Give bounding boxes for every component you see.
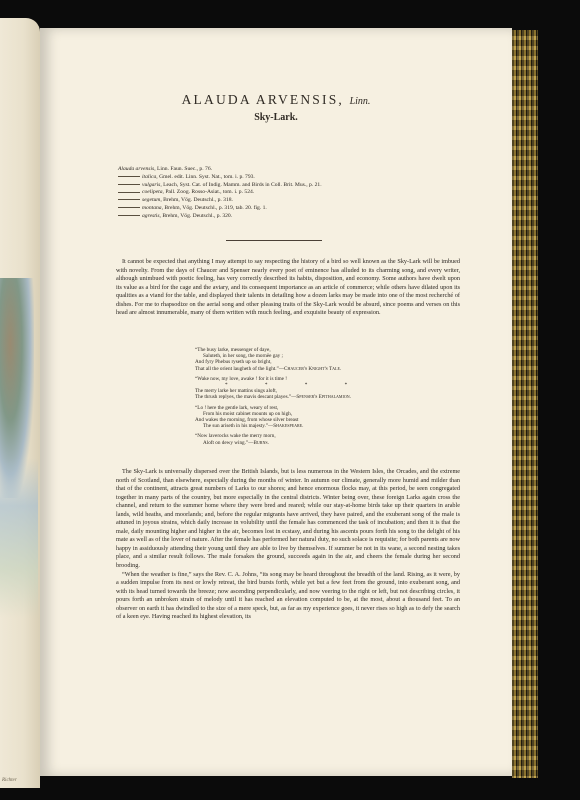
- synonym-name: Alauda arvensis,: [118, 166, 156, 172]
- verse-line: And fyry Phebus ryseth up so bright,: [195, 359, 272, 366]
- synonym-ref: Pall. Zoog. Rosso-Asiat., tom. i. p. 524.: [165, 189, 255, 196]
- species-title: [40, 92, 512, 108]
- synonymy-list: [118, 166, 448, 221]
- body-text-continued: “When the weather is fine,” says the Rev. C. A. Johns, “its song may be heard throughout the breadth of the land. Rising, as it were, by a sudden impulse from its nest or lowly retreat, the bird bursts forth, while yet but a few feet from the ground, into exuberant song, and with its head turned towards the breeze; now ascending perpendicularly, and now veering to the right or left, but not describing circles, it pours forth an unbroken strain of melody until it has reached an elevation computed to be, at the most, about a thousand feet. To an observer on earth it has dwindled to the size of a mere speck, but, as far as my experience goes, it never rises so high as to defy the search of a keen eye. Having reached its highest elevation, its: [116, 570, 460, 621]
- synonym-ref: Brehm, Vög. Deutschl., p. 318.: [163, 197, 233, 204]
- quotation-block: [195, 347, 455, 446]
- synonym-name: italica,: [142, 173, 158, 180]
- synonym-entry: [118, 182, 448, 190]
- species-authority: Linn.: [349, 96, 371, 107]
- verse-line: From his moist cabinet mounts up on high,: [203, 410, 293, 417]
- synonym-entry: [118, 197, 448, 205]
- quote-source: Shakespeare.: [273, 423, 304, 430]
- intro-paragraph: [116, 258, 460, 318]
- quote-chaucer: [195, 347, 455, 372]
- plate-signature: Richter: [2, 778, 17, 783]
- verse-line: “Lo ! here the gentle lark, weary of rest,: [195, 404, 279, 411]
- species-name: ALAUDA ARVENSIS,: [181, 92, 344, 107]
- body-text: The Sky-Lark is universally dispersed over the British Islands, but is less numerous in the Western Isles, the Orcades, and the extreme north of Scotland, than elsewhere, especially during the months of winter. In autumn our climate, generally more humid and milder than that of the continent, attracts great numbers of Larks to our shores; and hence enormous flocks may, at this period, be seen congregated together in many parts of the country, but more especially in the central districts. Winter being over, these foreign Larks again cross the channel, and return to the summer home where they were bred and reared; while our stay-at-home birds take up their quarters in arable lands, wild heaths, and moorlands; and, before the regular migrants have arrived, they have paired, and the exuberant song of the male is attuned in joyous strains, which daily increase in volubility until the female has commenced the task of incubation; and then it is that the male, daily mounting higher and higher in the air, becomes lost in ecstasy, and during his ascents pours forth his song to the delight of his mate as well as of the lover of nature. After the female has performed her natural duty, no such solace is requisite; for both parents are now happy in assiduously attending their young until they are able to live by themselves. If summer be not in its wane, a second nesting takes place, and a similar result follows. The male forsakes the ground, succeeds again in the air, and cheers the female during her second brooding.: [116, 468, 460, 570]
- synonym-ref: Brehm, Vög. Deutschl., p. 319, tab. 20. fig. 1.: [164, 204, 267, 211]
- synonym-ref: Linn. Faun. Suec., p. 76.: [157, 166, 213, 172]
- synonym-name: coelipeta,: [142, 189, 164, 196]
- plate-foliage: [0, 458, 38, 618]
- quote-source: Burns.: [253, 439, 269, 446]
- verse-line: “Now laverocks wake the merry morn,: [195, 433, 276, 440]
- verse-line: Saluteth, in her song, the mornëe gay ;: [203, 353, 283, 360]
- verse-line: The merry larke her mattins sings aloft,: [195, 388, 277, 395]
- synonym-ref: Leach, Syst. Cat. of Indig. Mamm. and Birds in Coll. Brit. Mus., p. 21.: [163, 181, 322, 188]
- synonym-name: agrestis,: [142, 212, 161, 219]
- verse-line: That all the orient laugheth of the light.”—: [195, 365, 285, 372]
- synonym-name: vulgaris,: [142, 181, 162, 188]
- synonym-entry: [118, 213, 448, 221]
- body-paragraph: [116, 468, 460, 622]
- gilt-fore-edge: [512, 30, 538, 778]
- quote-spenser: [195, 376, 455, 401]
- verse-line: And wakes the morning, from whose silver breast: [195, 417, 299, 424]
- synonym-entry: [118, 174, 448, 182]
- synonym-ref: Gmel. edit. Linn. Syst. Nat., tom. i. p. 793.: [159, 173, 255, 180]
- verse-line: “Wake now, my love, awake ! for it is time !: [195, 375, 288, 382]
- synonym-entry: [118, 166, 448, 174]
- quote-source: Chaucer's Knight's Tale.: [284, 365, 342, 372]
- synonym-ref: Brehm, Vög. Deutschl., p. 320.: [162, 212, 233, 219]
- facing-plate-page: [0, 18, 40, 788]
- synonym-name: montana,: [142, 204, 163, 211]
- synonym-name: segetum,: [142, 197, 162, 204]
- verse-line: “The busy larke, messenger of daye,: [195, 347, 271, 353]
- synonym-entry: [118, 189, 448, 197]
- quote-burns: [195, 433, 455, 445]
- quote-shakespeare: [195, 405, 455, 430]
- section-divider: [226, 240, 322, 241]
- verse-line: The thrush replyes, the mavis descant playes.”—: [195, 394, 297, 401]
- verse-line: The sun ariseth in his majesty.”—: [203, 423, 274, 430]
- intro-text: It cannot be expected that anything I may attempt to say respecting the history of a bird so well known as the Sky-Lark will be imbued with novelty. From the days of Chaucer and Spenser nearly every poet of eminence has alluded to its charming song, and every writer, although unimbued with poetic feeling, has very correctly described its habits, disposition, and economy. Some authors have dwelt upon its value as a bird for the cage and the aviary, and its consequent importance as an article of commerce; while others have dilated upon its qualities as a viand for the table, and displayed their talents in detailing how a dozen larks may be made into one of the most recherché of dishes. For me to rhapsodize on the aerial song and other pleasing traits of the Sky-Lark would be absurd, since poems and verses on this head are almost innumerable, many of them written with much feeling, and exquisite beauty of expression.: [116, 258, 460, 317]
- common-name: Sky-Lark.: [254, 112, 298, 123]
- synonym-entry: [118, 205, 448, 213]
- verse-line: Aloft on dewy wing.”—: [203, 439, 254, 446]
- verse-ellipsis: * * * *: [225, 382, 366, 389]
- quote-source: Spenser's Epithalamion.: [296, 394, 351, 401]
